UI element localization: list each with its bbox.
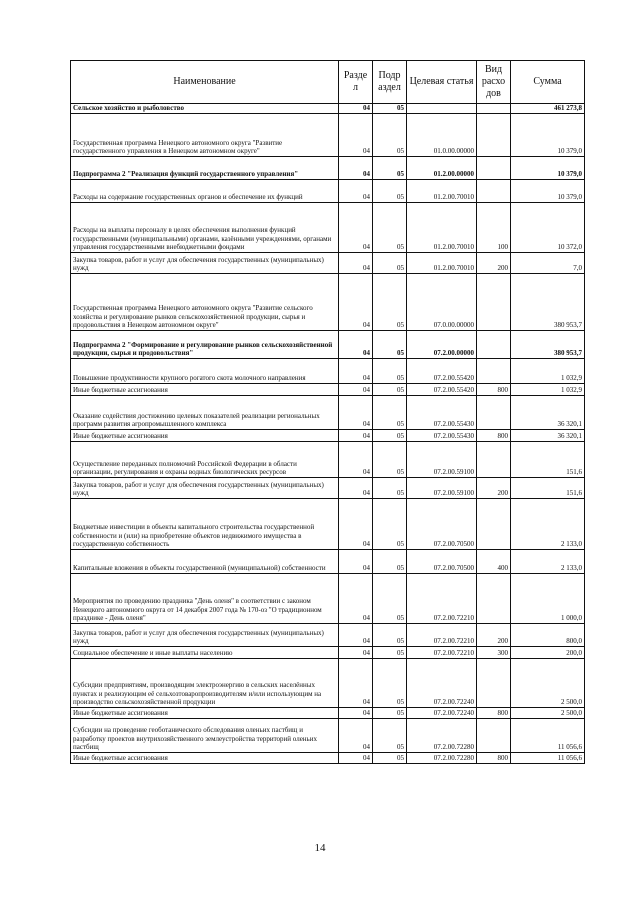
table-row xyxy=(71,550,585,574)
row-razdel-cell: 04 xyxy=(339,659,373,708)
table-header-row xyxy=(71,61,585,104)
row-podrazdel-cell: 05 xyxy=(373,574,407,624)
row-sum-cell: 380 953,7 xyxy=(511,274,585,331)
row-podrazdel-cell: 05 xyxy=(373,624,407,647)
table-row xyxy=(71,574,585,624)
row-razdel-cell: 04 xyxy=(339,719,373,753)
row-sum-cell: 10 372,0 xyxy=(511,203,585,253)
row-sum-cell: 36 320,1 xyxy=(511,396,585,430)
row-expense-type-cell xyxy=(477,157,511,180)
header-podrazdel: Подр аздел xyxy=(373,61,407,104)
row-razdel-cell: 04 xyxy=(339,396,373,430)
row-target-cell: 07.2.00.72210 xyxy=(407,574,477,624)
row-target-cell: 07.2.00.72210 xyxy=(407,624,477,647)
row-expense-type-cell: 800 xyxy=(477,753,511,764)
row-sum-cell: 1 032,9 xyxy=(511,384,585,396)
row-expense-type-cell xyxy=(477,719,511,753)
row-razdel-cell: 04 xyxy=(339,442,373,478)
row-sum-cell: 2 500,0 xyxy=(511,659,585,708)
row-name-cell: Иные бюджетные ассигнования xyxy=(71,384,339,396)
table-row xyxy=(71,203,585,253)
table-row xyxy=(71,647,585,659)
header-target-article: Целевая статья xyxy=(407,61,477,104)
row-name-cell: Сельское хозяйство и рыболовство xyxy=(71,104,339,114)
row-name-cell: Государственная программа Ненецкого автономного округа "Развитие государственного управления в Ненецком автономном округе" xyxy=(71,114,339,157)
page-number: 14 xyxy=(314,842,326,854)
row-podrazdel-cell: 05 xyxy=(373,719,407,753)
row-target-cell: 07.2.00.72210 xyxy=(407,647,477,659)
row-name-cell: Расходы на выплаты персоналу в целях обеспечения выполнения функций государственными (муниципальными) органами, казёнными учреждениями, органами управления государственными внебюджетными фондами xyxy=(71,203,339,253)
row-razdel-cell: 04 xyxy=(339,478,373,499)
row-target-cell: 01.0.00.00000 xyxy=(407,114,477,157)
row-target-cell: 01.2.00.70010 xyxy=(407,180,477,203)
row-expense-type-cell xyxy=(477,180,511,203)
row-podrazdel-cell: 05 xyxy=(373,430,407,442)
row-podrazdel-cell: 05 xyxy=(373,157,407,180)
row-name-cell: Оказание содействия достижению целевых показателей реализации региональных программ развития агропромышленного комплекса xyxy=(71,396,339,430)
row-podrazdel-cell: 05 xyxy=(373,708,407,719)
row-podrazdel-cell: 05 xyxy=(373,753,407,764)
row-target-cell: 07.2.00.55430 xyxy=(407,396,477,430)
row-sum-cell: 10 379,0 xyxy=(511,114,585,157)
table-row xyxy=(71,157,585,180)
row-expense-type-cell xyxy=(477,442,511,478)
header-sum: Сумма xyxy=(511,61,585,104)
row-razdel-cell: 04 xyxy=(339,624,373,647)
row-podrazdel-cell: 05 xyxy=(373,104,407,114)
row-razdel-cell: 04 xyxy=(339,104,373,114)
row-sum-cell: 36 320,1 xyxy=(511,430,585,442)
row-expense-type-cell: 400 xyxy=(477,550,511,574)
row-expense-type-cell: 200 xyxy=(477,478,511,499)
row-podrazdel-cell: 05 xyxy=(373,550,407,574)
row-sum-cell: 151,6 xyxy=(511,442,585,478)
row-name-cell: Закупка товаров, работ и услуг для обеспечения государственных (муниципальных) нужд xyxy=(71,624,339,647)
row-podrazdel-cell: 05 xyxy=(373,180,407,203)
row-name-cell: Государственная программа Ненецкого автономного округа "Развитие сельского хозяйства и регулирование рынков сельскохозяйственной продукции, сырья и продовольствия в Ненецком автономном округе" xyxy=(71,274,339,331)
row-target-cell: 07.2.00.00000 xyxy=(407,331,477,359)
row-razdel-cell: 04 xyxy=(339,430,373,442)
row-razdel-cell: 04 xyxy=(339,499,373,550)
row-target-cell: 07.2.00.72240 xyxy=(407,659,477,708)
row-target-cell: 07.2.00.72240 xyxy=(407,708,477,719)
table-row xyxy=(71,708,585,719)
row-expense-type-cell xyxy=(477,114,511,157)
row-target-cell: 07.2.00.55430 xyxy=(407,430,477,442)
row-name-cell: Подпрограмма 2 "Формирование и регулирование рынков сельскохозяйственной продукции, сырья и продовольствия" xyxy=(71,331,339,359)
table-row xyxy=(71,384,585,396)
row-podrazdel-cell: 05 xyxy=(373,114,407,157)
row-name-cell: Иные бюджетные ассигнования xyxy=(71,708,339,719)
header-razdel: Разде л xyxy=(339,61,373,104)
table-row xyxy=(71,442,585,478)
row-podrazdel-cell: 05 xyxy=(373,203,407,253)
table-row xyxy=(71,478,585,499)
row-expense-type-cell xyxy=(477,659,511,708)
row-target-cell: 01.2.00.70010 xyxy=(407,203,477,253)
row-expense-type-cell xyxy=(477,274,511,331)
row-target-cell: 07.0.00.00000 xyxy=(407,274,477,331)
row-sum-cell: 380 953,7 xyxy=(511,331,585,359)
row-sum-cell: 2 133,0 xyxy=(511,499,585,550)
row-podrazdel-cell: 05 xyxy=(373,384,407,396)
table-row xyxy=(71,430,585,442)
table-row xyxy=(71,274,585,331)
row-name-cell: Повышение продуктивности крупного рогатого скота молочного направления xyxy=(71,359,339,384)
row-razdel-cell: 04 xyxy=(339,550,373,574)
row-sum-cell: 461 273,8 xyxy=(511,104,585,114)
row-expense-type-cell xyxy=(477,574,511,624)
row-podrazdel-cell: 05 xyxy=(373,499,407,550)
row-podrazdel-cell: 05 xyxy=(373,331,407,359)
row-expense-type-cell: 800 xyxy=(477,708,511,719)
row-target-cell: 07.2.00.72280 xyxy=(407,719,477,753)
row-name-cell: Иные бюджетные ассигнования xyxy=(71,430,339,442)
row-podrazdel-cell: 05 xyxy=(373,647,407,659)
row-podrazdel-cell: 05 xyxy=(373,359,407,384)
table-row xyxy=(71,396,585,430)
row-target-cell: 07.2.00.59100 xyxy=(407,442,477,478)
row-target-cell: 01.2.00.00000 xyxy=(407,157,477,180)
table-row xyxy=(71,114,585,157)
row-podrazdel-cell: 05 xyxy=(373,396,407,430)
header-expense-type: Вид расхо дов xyxy=(477,61,511,104)
row-name-cell: Социальное обеспечение и иные выплаты населению xyxy=(71,647,339,659)
row-sum-cell: 10 379,0 xyxy=(511,180,585,203)
row-sum-cell: 2 133,0 xyxy=(511,550,585,574)
row-sum-cell: 7,0 xyxy=(511,253,585,274)
row-expense-type-cell xyxy=(477,499,511,550)
row-expense-type-cell: 800 xyxy=(477,384,511,396)
row-razdel-cell: 04 xyxy=(339,574,373,624)
row-expense-type-cell: 100 xyxy=(477,203,511,253)
row-sum-cell: 1 032,9 xyxy=(511,359,585,384)
table-row xyxy=(71,359,585,384)
row-target-cell: 07.2.00.70500 xyxy=(407,499,477,550)
row-name-cell: Закупка товаров, работ и услуг для обеспечения государственных (муниципальных) нужд xyxy=(71,478,339,499)
row-razdel-cell: 04 xyxy=(339,253,373,274)
row-expense-type-cell xyxy=(477,359,511,384)
table-row xyxy=(71,331,585,359)
row-name-cell: Мероприятия по проведению праздника "День оленя" в соответствии с законом Ненецкого автономного округа от 14 декабря 2007 года № 170-оз "О традиционном празднике - День оленя" xyxy=(71,574,339,624)
row-sum-cell: 800,0 xyxy=(511,624,585,647)
row-target-cell: 01.2.00.70010 xyxy=(407,253,477,274)
row-sum-cell: 151,6 xyxy=(511,478,585,499)
table-row xyxy=(71,180,585,203)
row-sum-cell: 11 056,6 xyxy=(511,719,585,753)
row-target-cell: 07.2.00.72280 xyxy=(407,753,477,764)
row-razdel-cell: 04 xyxy=(339,753,373,764)
row-razdel-cell: 04 xyxy=(339,203,373,253)
row-name-cell: Расходы на содержание государственных органов и обеспечение их функций xyxy=(71,180,339,203)
table-row xyxy=(71,719,585,753)
row-name-cell: Осуществление переданных полномочий Российской Федерации в области организации, регулирования и охраны водных биологических ресурсов xyxy=(71,442,339,478)
row-name-cell: Капитальные вложения в объекты государственной (муниципальной) собственности xyxy=(71,550,339,574)
row-razdel-cell: 04 xyxy=(339,331,373,359)
row-name-cell: Субсидии предприятиям, производящим электроэнергию в сельских населённых пунктах и реализующим её сельхозтоваропроизводителям и/или использующим на производство сельскохозяйственной продукции xyxy=(71,659,339,708)
row-expense-type-cell: 200 xyxy=(477,253,511,274)
table-row xyxy=(71,499,585,550)
row-name-cell: Иные бюджетные ассигнования xyxy=(71,753,339,764)
row-razdel-cell: 04 xyxy=(339,384,373,396)
row-name-cell: Субсидии на проведение геоботанического обследования оленьих пастбищ и разработку проектов внутрихозяйственного землеустройства территорий оленьих пастбищ xyxy=(71,719,339,753)
row-name-cell: Подпрограмма 2 "Реализация функций государственного управления" xyxy=(71,157,339,180)
row-expense-type-cell: 800 xyxy=(477,430,511,442)
row-expense-type-cell xyxy=(477,396,511,430)
row-razdel-cell: 04 xyxy=(339,114,373,157)
row-razdel-cell: 04 xyxy=(339,157,373,180)
row-sum-cell: 200,0 xyxy=(511,647,585,659)
row-razdel-cell: 04 xyxy=(339,180,373,203)
row-sum-cell: 2 500,0 xyxy=(511,708,585,719)
row-expense-type-cell xyxy=(477,331,511,359)
row-podrazdel-cell: 05 xyxy=(373,274,407,331)
row-expense-type-cell: 300 xyxy=(477,647,511,659)
row-target-cell: 07.2.00.55420 xyxy=(407,384,477,396)
row-name-cell: Закупка товаров, работ и услуг для обеспечения государственных (муниципальных) нужд xyxy=(71,253,339,274)
row-name-cell: Бюджетные инвестиции в объекты капитального строительства государственной собственности и (или) на приобретение объектов недвижимого имущества в государственную собственность xyxy=(71,499,339,550)
row-razdel-cell: 04 xyxy=(339,647,373,659)
row-razdel-cell: 04 xyxy=(339,274,373,331)
row-expense-type-cell: 200 xyxy=(477,624,511,647)
table-row xyxy=(71,104,585,114)
row-sum-cell: 11 056,6 xyxy=(511,753,585,764)
row-target-cell: 07.2.00.59100 xyxy=(407,478,477,499)
table-row xyxy=(71,624,585,647)
row-target-cell: 07.2.00.55420 xyxy=(407,359,477,384)
row-podrazdel-cell: 05 xyxy=(373,442,407,478)
row-podrazdel-cell: 05 xyxy=(373,659,407,708)
row-podrazdel-cell: 05 xyxy=(373,478,407,499)
row-sum-cell: 10 379,0 xyxy=(511,157,585,180)
row-expense-type-cell xyxy=(477,104,511,114)
table-row xyxy=(71,253,585,274)
table-row xyxy=(71,659,585,708)
row-target-cell xyxy=(407,104,477,114)
table-row xyxy=(71,753,585,764)
row-target-cell: 07.2.00.70500 xyxy=(407,550,477,574)
budget-table xyxy=(70,60,585,764)
row-razdel-cell: 04 xyxy=(339,708,373,719)
row-sum-cell: 1 000,0 xyxy=(511,574,585,624)
row-razdel-cell: 04 xyxy=(339,359,373,384)
header-name: Наименование xyxy=(71,61,339,104)
row-podrazdel-cell: 05 xyxy=(373,253,407,274)
